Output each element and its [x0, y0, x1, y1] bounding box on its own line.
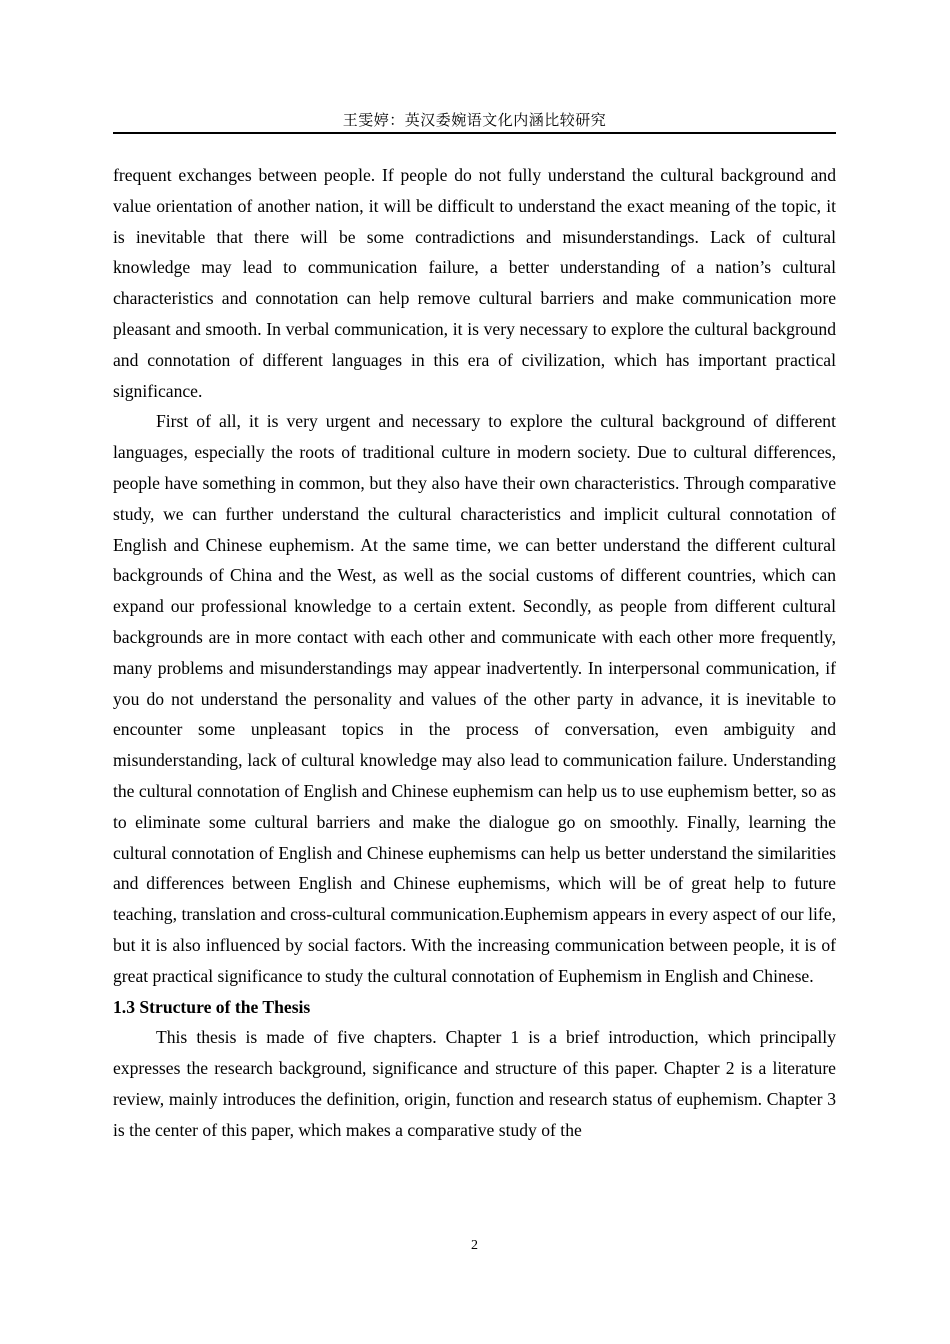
page-number: 2	[471, 1238, 478, 1253]
document-body	[113, 160, 836, 1146]
running-header: 王雯婷：英汉委婉语文化内涵比较研究	[342, 111, 607, 129]
section-heading: 1.3 Structure of the Thesis	[113, 996, 311, 1017]
paragraph-continuation: frequent exchanges between people. If people do not fully understand the cultural background and value orientation of another nation, it will be difficult to understand the exact meaning of the topic, it is inevitable that there will be some contradictions and misunderstandings. Lack of cultural knowledge may lead to communication failure, a better understanding of a nation’s cultural characteristics and connotation can help remove cultural barriers and make communication more pleasant and smooth. In verbal communication, it is very necessary to explore the cultural background and connotation of different languages in this era of civilization, which has important practical significance.	[113, 165, 836, 401]
header-divider	[113, 132, 836, 134]
paragraph-significance: First of all, it is very urgent and necessary to explore the cultural background of different languages, especially the roots of traditional culture in modern society. Due to cultural differences, people have something in common, but they also have their own characteristics. Through comparative study, we can further understand the cultural characteristics and implicit cultural connotation of English and Chinese euphemism. At the same time, we can better understand the different cultural backgrounds of China and the West, as well as the social customs of different countries, which can expand our professional knowledge to a certain extent. Secondly, as people from different cultural backgrounds are in more contact with each other and communicate with each other more frequently, many problems and misunderstandings may appear inadvertently. In interpersonal communication, if you do not understand the personality and values of the other party in advance, it is inevitable to encounter some unpleasant topics in the process of conversation, even ambiguity and misunderstanding, lack of cultural knowledge may also lead to communication failure. Understanding the cultural connotation of English and Chinese euphemism can help us to use euphemism better, so as to eliminate some cultural barriers and make the dialogue go on smoothly. Finally, learning the cultural connotation of English and Chinese euphemisms can help us better understand the similarities and differences between English and Chinese euphemisms, which will be of great help to future teaching, translation and cross-cultural communication.Euphemism appears in every aspect of our life, but it is also influenced by social factors. With the increasing communication between people, it is of great practical significance to study the cultural connotation of Euphemism in English and Chinese.	[113, 411, 836, 986]
paragraph-structure: This thesis is made of five chapters. Chapter 1 is a brief introduction, which principally expresses the research background, significance and structure of this paper. Chapter 2 is a literature review, mainly introduces the definition, origin, function and research status of euphemism. Chapter 3 is the center of this paper, which makes a comparative study of the	[113, 1027, 836, 1140]
